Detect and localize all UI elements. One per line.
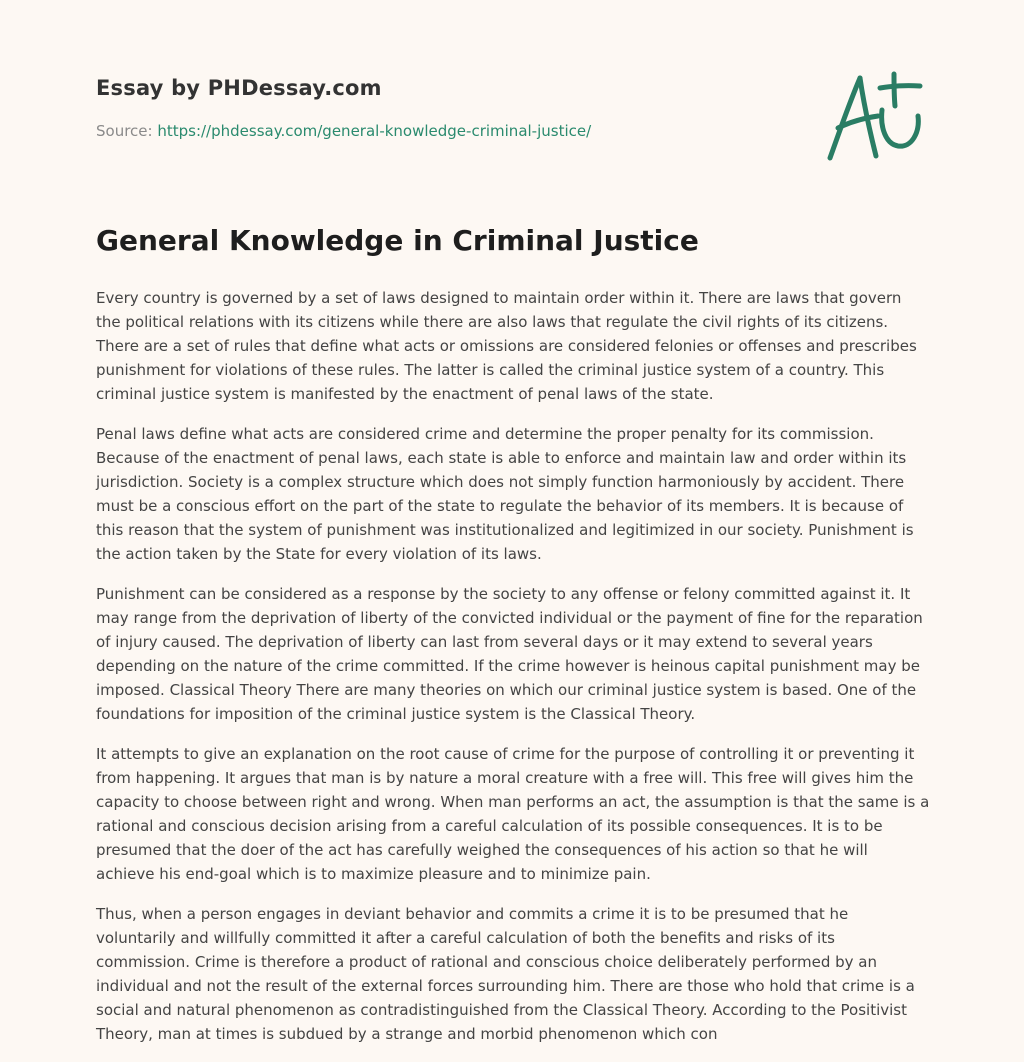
paragraph: Every country is governed by a set of laws designed to maintain order within it. There are laws that govern the political relations with its citizens while there are also laws that regulate the civil rights of its citizens. There are a set of rules that define what acts or omissions are considered felonies or offenses and prescribes punishment for violations of these rules. The latter is called the criminal justice system of a country. This criminal justice system is manifested by the enactment of penal laws of the state. — [96, 289, 917, 403]
a-plus-logo-icon — [820, 66, 930, 166]
paragraph: Punishment can be considered as a response by the society to any offense or felony committed against it. It may range from the deprivation of liberty of the convicted individual or the payment of fine for the reparation of injury caused. The deprivation of liberty can last from several days or it may extend to several years depending on the nature of the crime committed. If the crime however is heinous capital punishment may be imposed. Classical Theory There are many theories on which our criminal justice system is based. One of the foundations for imposition of the criminal justice system is the Classical Theory. — [96, 585, 923, 723]
brand-title: Essay by PHDessay.com — [96, 76, 382, 100]
paragraph: Thus, when a person engages in deviant behavior and commits a crime it is to be presumed that he voluntarily and willfully committed it after a careful calculation of both the benefits and risks of its commission. Crime is therefore a product of rational and conscious choice deliberately performed by an individual and not the result of the external forces surrounding him. There are those who hold that crime is a social and natural phenomenon as contradistinguished from the Classical Theory. According to the Positivist Theory, man at times is subdued by a strange and morbid phenomenon which con — [96, 905, 915, 1043]
document-header — [96, 76, 796, 140]
paragraph: It attempts to give an explanation on the root cause of crime for the purpose of controlling it or preventing it from happening. It argues that man is by nature a moral creature with a free will. This free will gives him the capacity to choose between right and wrong. When man performs an act, the assumption is that the same is a rational and conscious decision arising from a careful calculation of its possible consequences. It is to be presumed that the doer of the act has carefully weighed the consequences of his action so that he will achieve his end-goal which is to maximize pleasure and to minimize pain. — [96, 745, 930, 883]
paragraph: Penal laws define what acts are considered crime and determine the proper penalty for its commission. Because of the enactment of penal laws, each state is able to enforce and maintain law and order within its jurisdiction. Society is a complex structure which does not simply function harmoniously by accident. There must be a conscious effort on the part of the state to regulate the behavior of its members. It is because of this reason that the system of punishment was institutionalized and legitimized in our society. Punishment is the action taken by the State for every violation of its laws. — [96, 425, 914, 563]
page-title: General Knowledge in Criminal Justice — [96, 224, 699, 257]
source-link[interactable]: https://phdessay.com/general-knowledge-criminal-justice/ — [157, 122, 592, 140]
article-body — [96, 286, 930, 1062]
source-label: Source: — [96, 122, 158, 140]
source-line — [96, 122, 796, 140]
